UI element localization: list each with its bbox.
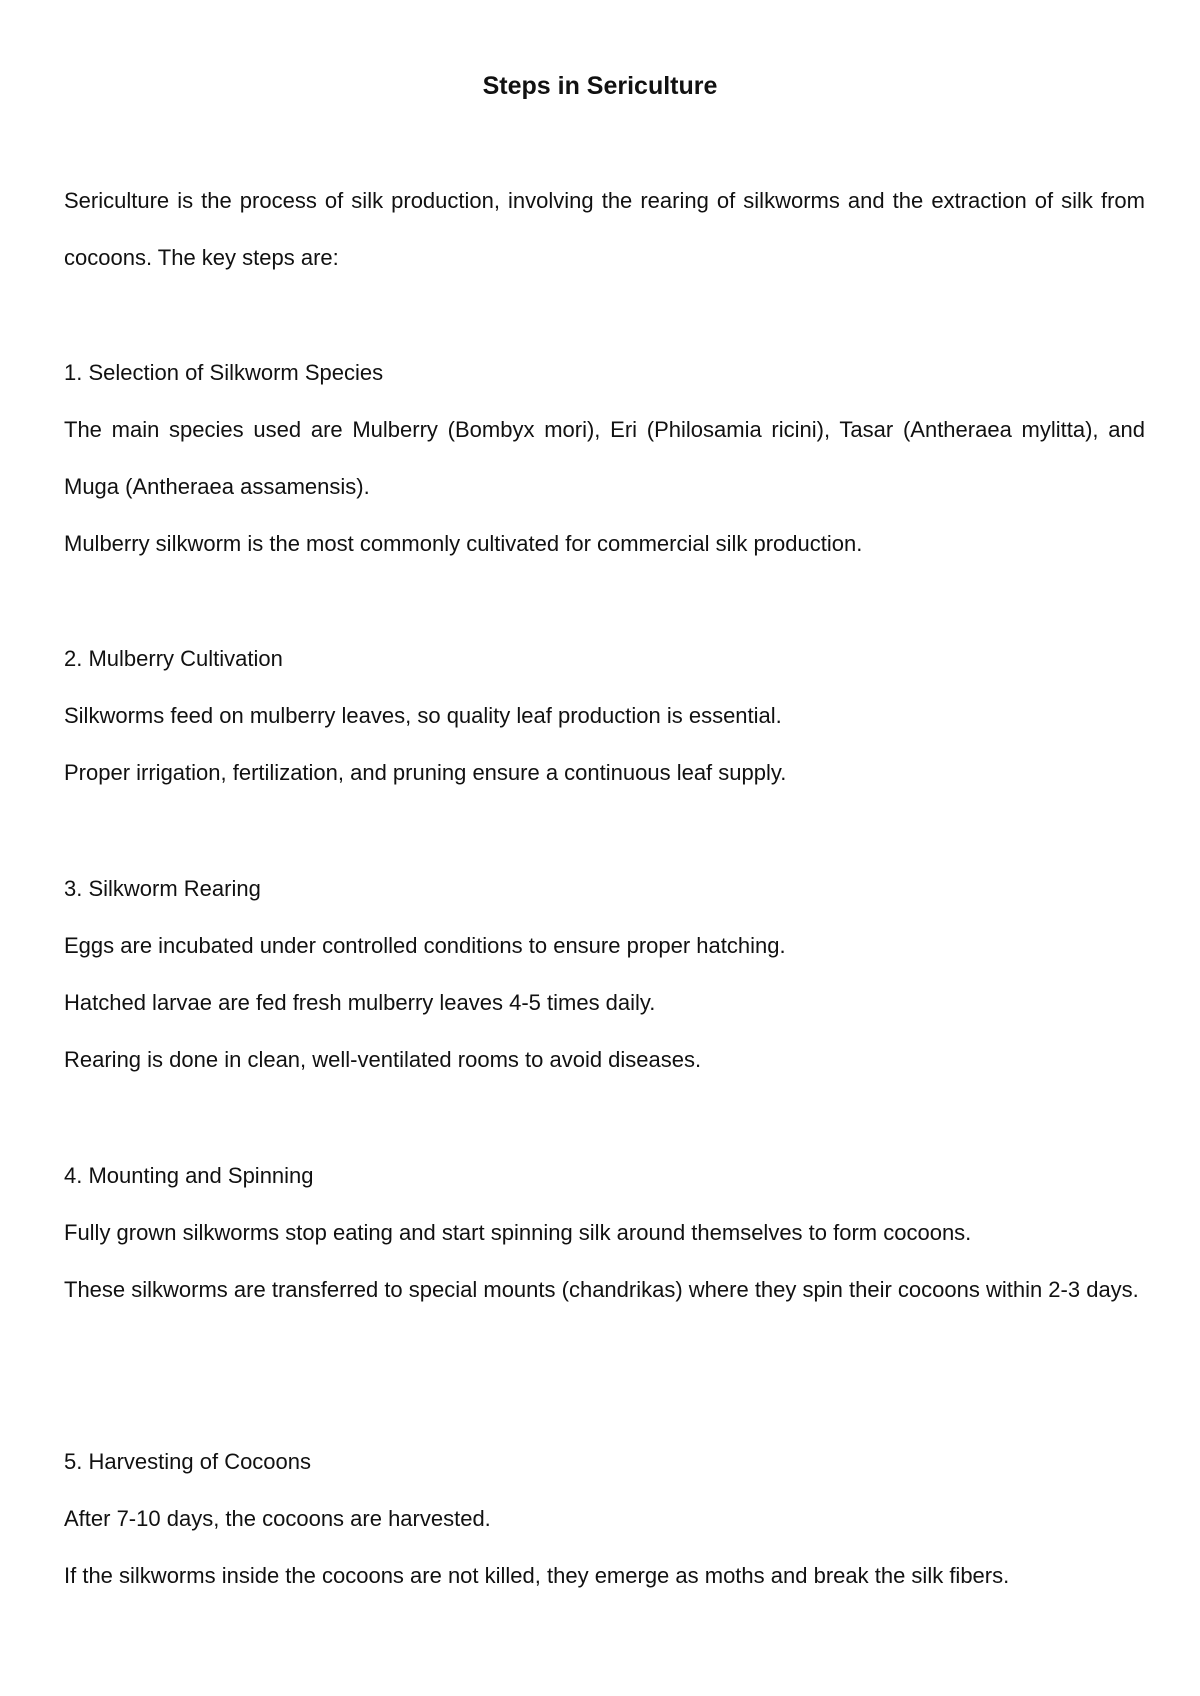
section-text-line: After 7-10 days, the cocoons are harvested. <box>64 1506 491 1531</box>
section-text-line: Proper irrigation, fertilization, and pruning ensure a continuous leaf supply. <box>64 760 787 785</box>
section-text-line: Fully grown silkworms stop eating and start spinning silk around themselves to form cocoons. <box>64 1220 972 1245</box>
section-text-line: If the silkworms inside the cocoons are not killed, they emerge as moths and break the silk fibers. <box>64 1563 1010 1588</box>
section-text-line: These silkworms are transferred to special mounts (chandrikas) where they spin their cocoons within 2-3 days. <box>64 1277 1139 1302</box>
section-text-line: Silkworms feed on mulberry leaves, so quality leaf production is essential. <box>64 703 782 728</box>
section-mulberry-cultivation <box>64 630 1145 801</box>
section-heading: 5. Harvesting of Cocoons <box>64 1449 312 1474</box>
intro-paragraph: Sericulture is the process of silk production, involving the rearing of silkworms and the extraction of silk from cocoons. The key steps are: <box>64 188 1145 270</box>
section-selection-of-silkworm-species <box>64 344 1145 572</box>
section-text-line: Rearing is done in clean, well-ventilated rooms to avoid diseases. <box>64 1047 702 1072</box>
section-silkworm-rearing <box>64 860 1145 1088</box>
section-heading: 1. Selection of Silkworm Species <box>64 360 384 385</box>
section-mounting-and-spinning <box>64 1147 1145 1318</box>
section-heading: 4. Mounting and Spinning <box>64 1163 314 1188</box>
section-heading: 2. Mulberry Cultivation <box>64 646 283 671</box>
section-text-line: The main species used are Mulberry (Bombyx mori), Eri (Philosamia ricini), Tasar (Antheraea mylitta), and Muga (Antheraea assamensis). <box>64 417 1145 499</box>
section-harvesting-of-cocoons <box>64 1433 1145 1604</box>
section-text-line: Hatched larvae are fed fresh mulberry leaves 4-5 times daily. <box>64 990 656 1015</box>
document-title: Steps in Sericulture <box>482 72 718 100</box>
section-text-line: Mulberry silkworm is the most commonly cultivated for commercial silk production. <box>64 531 863 556</box>
section-heading: 3. Silkworm Rearing <box>64 876 261 901</box>
section-text-line: Eggs are incubated under controlled conditions to ensure proper hatching. <box>64 933 786 958</box>
